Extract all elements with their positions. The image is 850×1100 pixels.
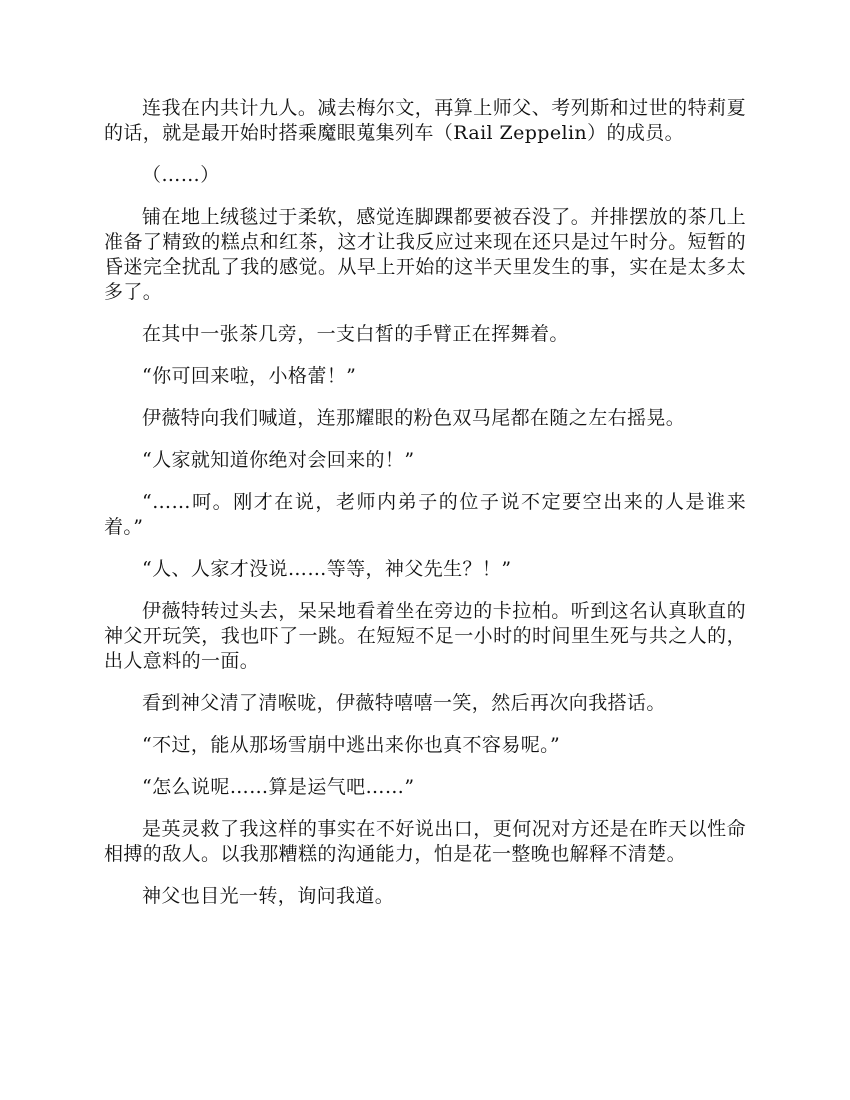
paragraph-1: 连我在内共计九人。减去梅尔文，再算上师父、考列斯和过世的特莉夏的话，就是最开始时搭乘魔眼蒐集列车（Rail Zeppelin）的成员。 [104,97,746,144]
paragraph-7: “人家就知道你绝对会回来的！” [142,449,415,471]
paragraph-4: 在其中一张茶几旁，一支白皙的手臂正在挥舞着。 [142,323,569,345]
paragraph-8: “……呵。刚才在说，老师内弟子的位子说不定要空出来的人是谁来着。” [104,491,746,538]
paragraph-10: 伊薇特转过头去，呆呆地看着坐在旁边的卡拉柏。听到这名认真耿直的神父开玩笑，我也吓了一跳。在短短不足一小时的时间里生死与共之人的，出人意料的一面。 [104,600,746,672]
paragraph-11: 看到神父清了清喉咙，伊薇特嘻嘻一笑，然后再次向我搭话。 [142,692,666,714]
paragraph-3: 铺在地上绒毯过于柔软，感觉连脚踝都要被吞没了。并排摆放的茶几上准备了精致的糕点和红茶，这才让我反应过来现在还只是过午时分。短暂的昏迷完全扰乱了我的感觉。从早上开始的这半天里发生的事，实在是太多太多了。 [104,206,746,303]
paragraph-12: “不过，能从那场雪崩中逃出来你也真不容易呢。” [142,734,561,756]
paragraph-2: （……） [142,164,220,186]
paragraph-14: 是英灵救了我这样的事实在不好说出口，更何况对方还是在昨天以性命相搏的敌人。以我那糟糕的沟通能力，怕是花一整晚也解释不清楚。 [104,818,746,865]
page-body [104,96,746,926]
paragraph-9: “人、人家才没说……等等，神父先生？！” [142,558,512,580]
paragraph-6: 伊薇特向我们喊道，连那耀眼的粉色双马尾都在随之左右摇晃。 [142,407,686,429]
paragraph-13: “怎么说呢……算是运气吧……” [142,776,415,798]
paragraph-15: 神父也目光一转，询问我道。 [142,885,395,907]
paragraph-5: “你可回来啦，小格蕾！” [142,365,357,387]
